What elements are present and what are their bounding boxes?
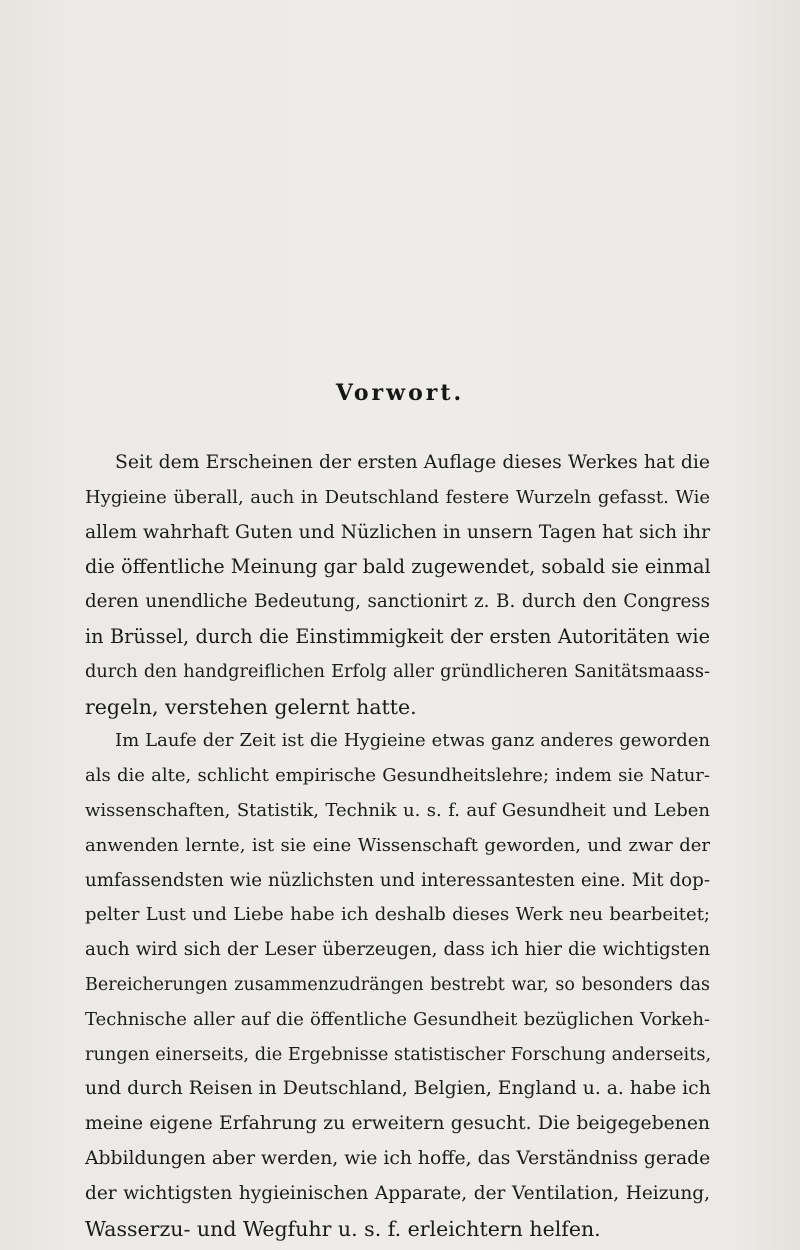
body-text (85, 446, 710, 1246)
text-line: Seit dem Erscheinen der ersten Auflage dieses Werkes hat die (115, 452, 710, 473)
text-line: und durch Reisen in Deutschland, Belgien, England u. a. habe ich (85, 1078, 711, 1100)
text-line: Abbildungen aber werden, wie ich hoffe, das Verständniss gerade (85, 1147, 711, 1169)
text-line: Im Laufe der Zeit ist die Hygieine etwas ganz anderes geworden (115, 730, 710, 752)
text-line: wissenschaften, Statistik, Technik u. s. f. auf Gesundheit und Leben (85, 799, 710, 821)
text-line: meine eigene Erfahrung zu erweitern gesucht. Die beigegebenen (85, 1113, 710, 1135)
text-line: regeln, verstehen gelernt hatte. (85, 694, 417, 719)
text-line: Bereicherungen zusammenzudrängen bestrebt war, so besonders das (85, 974, 710, 995)
text-line: in Brüssel, durch die Einstimmigkeit der ersten Autoritäten wie (85, 624, 710, 648)
text-line: Hygieine überall, auch in Deutschland festere Wurzeln gefasst. Wie (85, 486, 710, 508)
text-line: Technische aller auf die öffentliche Gesundheit bezüglichen Vorkeh- (85, 1008, 710, 1030)
text-line: anwenden lernte, ist sie eine Wissenschaft geworden, und zwar der (85, 834, 710, 856)
text-line: die öffentliche Meinung gar bald zugewendet, sobald sie einmal (85, 555, 711, 579)
page-heading: Vorwort. (335, 380, 465, 406)
text-line: pelter Lust und Liebe habe ich deshalb dieses Werk neu bearbeitet; (85, 904, 710, 926)
text-line: auch wird sich der Leser überzeugen, dass ich hier die wichtigsten (85, 939, 710, 961)
text-line: umfassendsten wie nüzlichsten und interessantesten eine. Mit dop- (85, 869, 710, 891)
text-line: Wasserzu- und Wegfuhr u. s. f. erleichtern helfen. (85, 1216, 601, 1241)
text-line: allem wahrhaft Guten und Nüzlichen in unsern Tagen hat sich ihr (85, 521, 711, 543)
text-line: der wichtigsten hygieinischen Apparate, der Ventilation, Heizung, (85, 1182, 710, 1204)
text-line: als die alte, schlicht empirische Gesundheitslehre; indem sie Natur- (85, 765, 710, 787)
text-line: deren unendliche Bedeutung, sanctionirt z. B. durch den Congress (85, 591, 710, 613)
text-line: rungen einerseits, die Ergebnisse statistischer Forschung anderseits, (85, 1044, 712, 1065)
text-line: durch den handgreiflichen Erfolg aller gründlicheren Sanitätsmaass- (85, 661, 710, 682)
